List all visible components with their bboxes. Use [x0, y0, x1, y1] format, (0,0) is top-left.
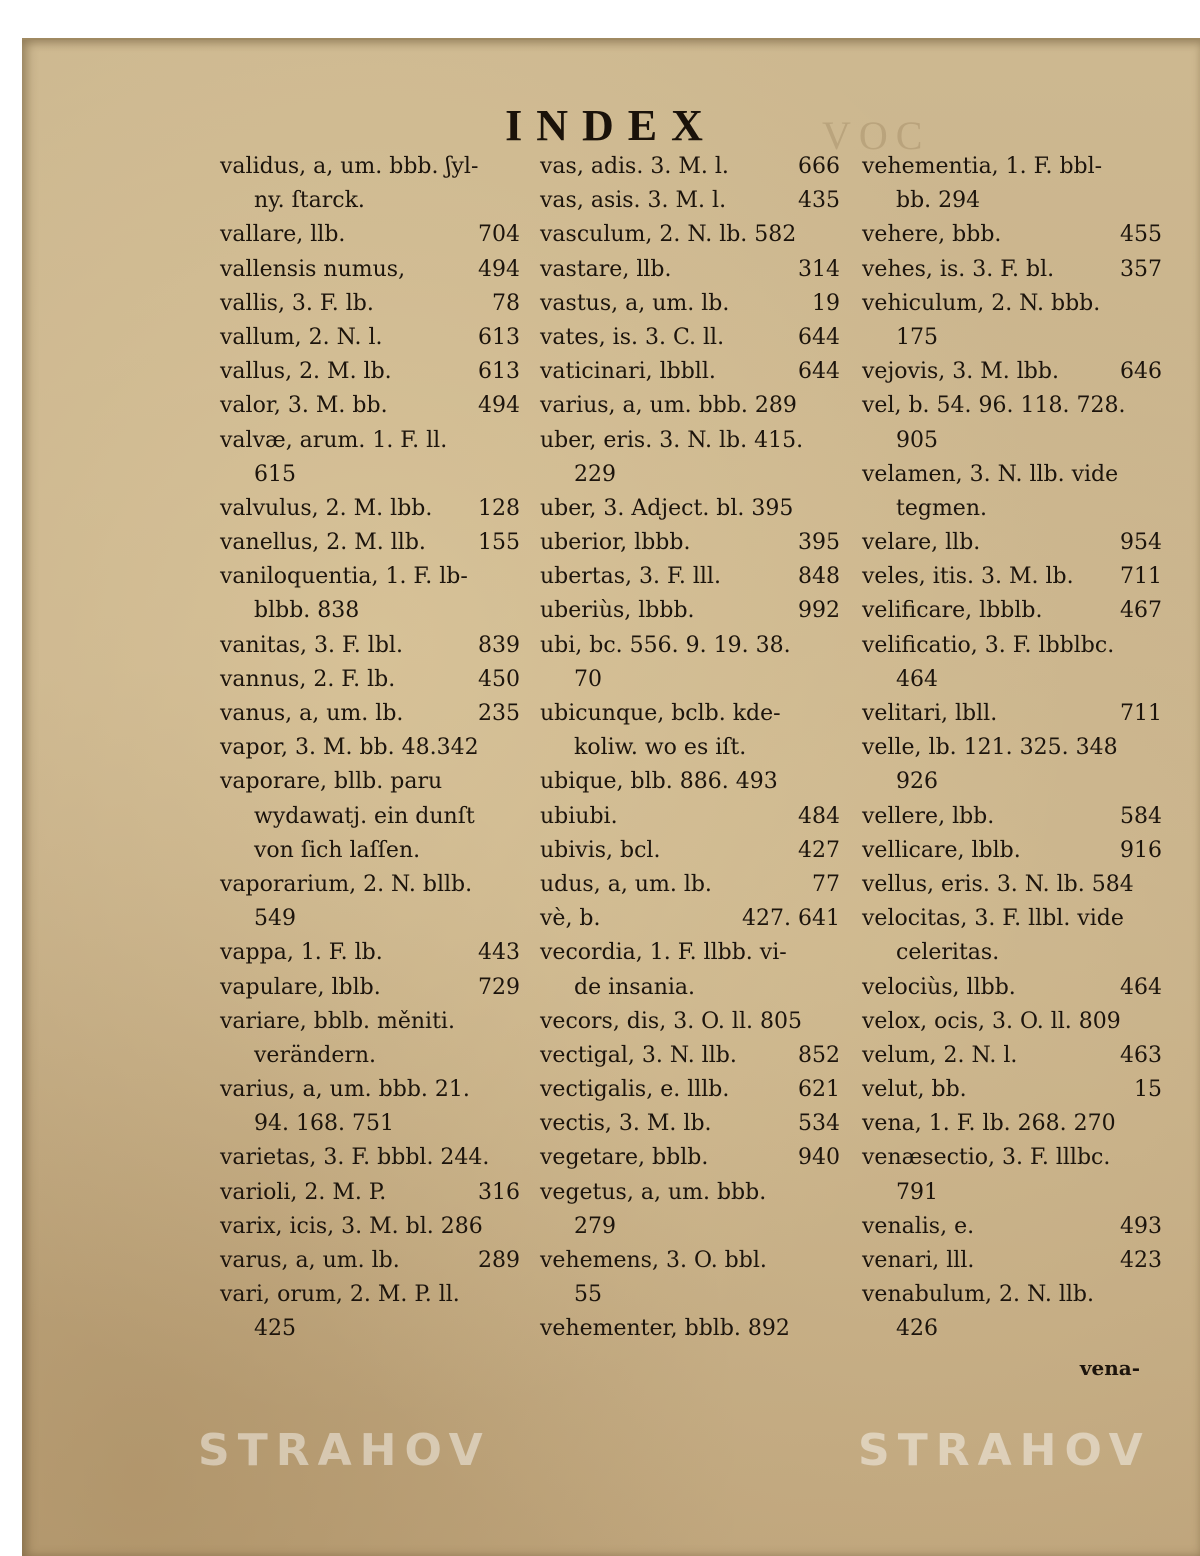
- index-entry-line: [540, 560, 840, 594]
- entry-term: vallus, 2. M. lb.: [220, 359, 392, 385]
- entry-term: bb. 294: [896, 188, 981, 214]
- entry-term: valvulus, 2. M. lbb.: [220, 495, 433, 521]
- entry-term: ubicunque, bclb. kde-: [540, 701, 781, 726]
- entry-page-reference: 423: [1120, 1248, 1162, 1273]
- index-entry-line: [220, 902, 520, 936]
- index-entry-line: [862, 936, 1162, 970]
- entry-term: varius, a, um. bbb. 289: [540, 393, 797, 419]
- index-entry-line: [220, 321, 520, 355]
- entry-page-reference: 19: [812, 290, 840, 316]
- entry-term: velare, llb.: [862, 530, 981, 556]
- entry-page-reference: 435: [798, 188, 840, 214]
- entry-term: valor, 3. M. bb.: [220, 393, 388, 419]
- index-entry-line: [540, 1244, 840, 1278]
- entry-term: ubiubi.: [540, 803, 618, 829]
- entry-term: vecors, dis, 3. O. ll. 805: [540, 1008, 802, 1034]
- index-entry-line: [540, 184, 840, 218]
- entry-term: 229: [574, 461, 616, 487]
- entry-term: vegetus, a, um. bbb.: [540, 1179, 767, 1205]
- entry-page-reference: 916: [1120, 837, 1162, 863]
- entry-page-reference: 450: [478, 666, 520, 692]
- entry-term: vejovis, 3. M. lbb.: [862, 359, 1059, 385]
- index-entry-line: [862, 1278, 1162, 1312]
- index-entry-line: [540, 1039, 840, 1073]
- entry-term: 279: [574, 1213, 616, 1239]
- index-entry-line: [540, 1176, 840, 1210]
- entry-term: vaporare, bllb. paru: [220, 769, 443, 795]
- entry-term: velociùs, llbb.: [862, 974, 1016, 1000]
- entry-term: vapulare, lblb.: [220, 974, 381, 1000]
- entry-page-reference: 613: [478, 359, 520, 385]
- index-entry-line: [862, 526, 1162, 560]
- entry-page-reference: 15: [1134, 1077, 1162, 1103]
- entry-term: 94. 168. 751: [254, 1111, 394, 1137]
- index-entry-line: [540, 218, 840, 252]
- index-entry-line: [862, 492, 1162, 526]
- entry-term: varioli, 2. M. P.: [220, 1179, 387, 1205]
- entry-term: venabulum, 2. N. llb.: [862, 1282, 1094, 1308]
- entry-page-reference: 644: [798, 324, 840, 350]
- entry-term: vallis, 3. F. lb.: [220, 290, 374, 316]
- entry-page-reference: 848: [798, 564, 840, 590]
- index-entry-line: [862, 424, 1162, 458]
- index-entry-line: [540, 526, 840, 560]
- entry-term: vanitas, 3. F. lbl.: [220, 632, 403, 658]
- entry-term: uber, 3. Adject. bl. 395: [540, 495, 794, 521]
- entry-term: vehementer, bblb. 892: [540, 1316, 790, 1342]
- entry-term: vapor, 3. M. bb. 48.342: [220, 735, 479, 761]
- entry-term: ubivis, bcl.: [540, 837, 661, 863]
- index-entry-line: [220, 492, 520, 526]
- entry-page-reference: 464: [1120, 974, 1162, 1000]
- index-entry-line: [220, 355, 520, 389]
- index-entry-line: [220, 1176, 520, 1210]
- entry-term: variare, bblb. měniti.: [220, 1008, 455, 1034]
- entry-term: ubertas, 3. F. lll.: [540, 564, 721, 590]
- index-entry-line: [862, 321, 1162, 355]
- entry-term: koliw. wo es iſt.: [574, 735, 747, 761]
- page-heading: INDEX: [505, 101, 717, 150]
- index-entry-line: [220, 1244, 520, 1278]
- entry-term: vaticinari, lbbll.: [540, 359, 716, 385]
- show-through-heading: VOC: [822, 113, 931, 158]
- index-entry-line: [220, 1141, 520, 1175]
- entry-term: vas, adis. 3. M. l.: [540, 154, 729, 179]
- entry-page-reference: 940: [798, 1145, 840, 1171]
- entry-term: 791: [896, 1179, 938, 1205]
- entry-term: vaporarium, 2. N. bllb.: [220, 871, 473, 897]
- index-entry-line: [220, 287, 520, 321]
- entry-term: velox, ocis, 3. O. ll. 809: [862, 1008, 1121, 1034]
- entry-page-reference: 992: [798, 598, 840, 624]
- library-stamp: STRAHOV: [198, 1425, 491, 1476]
- entry-term: vena, 1. F. lb. 268. 270: [862, 1111, 1116, 1137]
- entry-term: venalis, e.: [862, 1213, 975, 1239]
- entry-term: vehes, is. 3. F. bl.: [862, 256, 1055, 282]
- entry-term: tegmen.: [896, 495, 987, 521]
- index-entry-line: [220, 1107, 520, 1141]
- entry-term: 426: [896, 1316, 938, 1342]
- index-entry-line: [540, 868, 840, 902]
- entry-page-reference: 357: [1120, 256, 1162, 282]
- entry-page-reference: 729: [478, 974, 520, 1000]
- index-entry-line: [862, 594, 1162, 628]
- entry-term: velificare, lbblb.: [862, 598, 1043, 624]
- index-entry-line: [862, 902, 1162, 936]
- index-entry-line: [220, 629, 520, 663]
- entry-term: varus, a, um. lb.: [220, 1248, 400, 1273]
- index-entry-line: [862, 731, 1162, 765]
- index-entry-line: [862, 663, 1162, 697]
- entry-term: ny. ſtarck.: [254, 188, 365, 214]
- entry-page-reference: 395: [798, 530, 840, 556]
- index-entry-line: [862, 560, 1162, 594]
- entry-term: vates, is. 3. C. ll.: [540, 324, 725, 350]
- index-entry-line: [862, 287, 1162, 321]
- entry-term: velum, 2. N. l.: [862, 1042, 1018, 1068]
- index-entry-line: [220, 765, 520, 799]
- index-entry-line: [540, 492, 840, 526]
- entry-term: vallare, llb.: [220, 222, 346, 248]
- entry-term: von ſich laſſen.: [254, 837, 421, 863]
- entry-term: venari, lll.: [862, 1248, 975, 1273]
- index-entry-line: [540, 1005, 840, 1039]
- index-entry-line: [540, 834, 840, 868]
- entry-page-reference: 463: [1120, 1042, 1162, 1068]
- entry-page-reference: 128: [478, 495, 520, 521]
- entry-term: uberior, lbbb.: [540, 530, 691, 556]
- entry-page-reference: 493: [1120, 1213, 1162, 1239]
- entry-term: validus, a, um. bbb. ʃyl-: [220, 154, 479, 179]
- index-column-3: [862, 150, 1162, 1347]
- index-entry-line: [862, 834, 1162, 868]
- index-entry-line: [220, 150, 520, 184]
- index-entry-line: [220, 697, 520, 731]
- entry-term: varius, a, um. bbb. 21.: [220, 1077, 470, 1103]
- index-entry-line: [540, 902, 840, 936]
- entry-term: vè, b.: [540, 906, 601, 932]
- index-entry-line: [220, 389, 520, 423]
- index-entry-line: [862, 971, 1162, 1005]
- index-entry-line: [220, 1278, 520, 1312]
- index-entry-line: [540, 253, 840, 287]
- index-entry-line: [540, 1141, 840, 1175]
- entry-term: vari, orum, 2. M. P. ll.: [220, 1282, 460, 1308]
- entry-term: vaniloquentia, 1. F. lb-: [220, 564, 468, 590]
- index-entry-line: [540, 287, 840, 321]
- entry-term: vappa, 1. F. lb.: [220, 940, 383, 966]
- entry-page-reference: 289: [478, 1248, 520, 1273]
- index-entry-line: [220, 424, 520, 458]
- entry-term: vecordia, 1. F. llbb. vi-: [540, 940, 787, 966]
- entry-page-reference: 584: [1120, 803, 1162, 829]
- entry-term: 70: [574, 666, 602, 692]
- entry-term: wydawatj. ein dunſt: [254, 803, 475, 829]
- index-entry-line: [862, 765, 1162, 799]
- entry-term: velamen, 3. N. llb. vide: [862, 461, 1119, 487]
- entry-page-reference: 666: [798, 154, 840, 179]
- entry-term: vegetare, bblb.: [540, 1145, 709, 1171]
- index-entry-line: [862, 1312, 1162, 1346]
- entry-term: 464: [896, 666, 938, 692]
- entry-page-reference: 494: [478, 256, 520, 282]
- index-entry-line: [540, 663, 840, 697]
- index-entry-line: [862, 1141, 1162, 1175]
- entry-page-reference: 711: [1120, 564, 1162, 590]
- entry-term: vellicare, lblb.: [862, 837, 1021, 863]
- entry-term: vastare, llb.: [540, 256, 672, 282]
- entry-term: velitari, lbll.: [862, 701, 998, 726]
- index-entry-line: [540, 731, 840, 765]
- index-entry-line: [220, 971, 520, 1005]
- index-entry-line: [540, 765, 840, 799]
- index-entry-line: [540, 321, 840, 355]
- entry-page-reference: 852: [798, 1042, 840, 1068]
- index-entry-line: [862, 1244, 1162, 1278]
- index-entry-line: [220, 458, 520, 492]
- index-entry-line: [220, 218, 520, 252]
- entry-page-reference: 534: [798, 1111, 840, 1137]
- entry-term: verändern.: [254, 1042, 377, 1068]
- entry-page-reference: 314: [798, 256, 840, 282]
- index-entry-line: [540, 389, 840, 423]
- entry-term: blbb. 838: [254, 598, 360, 624]
- entry-term: varietas, 3. F. bbbl. 244.: [220, 1145, 490, 1171]
- index-entry-line: [862, 1176, 1162, 1210]
- index-entry-line: [862, 1005, 1162, 1039]
- entry-term: ubique, blb. 886. 493: [540, 769, 778, 795]
- entry-term: vehementia, 1. F. bbl-: [862, 154, 1103, 179]
- index-entry-line: [220, 800, 520, 834]
- catchword: vena-: [1079, 1356, 1140, 1380]
- entry-term: velificatio, 3. F. lbblbc.: [862, 632, 1115, 658]
- entry-term: vehiculum, 2. N. bbb.: [862, 290, 1101, 316]
- index-entry-line: [220, 560, 520, 594]
- entry-term: 425: [254, 1316, 296, 1342]
- entry-term: uberiùs, lbbb.: [540, 598, 695, 624]
- entry-term: velut, bb.: [862, 1077, 967, 1103]
- entry-term: 55: [574, 1282, 602, 1308]
- entry-term: 615: [254, 461, 296, 487]
- entry-term: veles, itis. 3. M. lb.: [862, 564, 1074, 590]
- entry-page-reference: 77: [812, 871, 840, 897]
- entry-term: vas, asis. 3. M. l.: [540, 188, 727, 214]
- index-column-2: [540, 150, 840, 1347]
- entry-page-reference: 155: [478, 530, 520, 556]
- entry-term: vectis, 3. M. lb.: [540, 1111, 712, 1137]
- index-entry-line: [540, 458, 840, 492]
- entry-term: valvæ, arum. 1. F. ll.: [220, 427, 448, 453]
- entry-term: vannus, 2. F. lb.: [220, 666, 396, 692]
- index-entry-line: [220, 594, 520, 628]
- index-entry-line: [220, 526, 520, 560]
- entry-term: vallensis numus,: [220, 256, 406, 282]
- index-entry-line: [220, 1005, 520, 1039]
- entry-page-reference: 954: [1120, 530, 1162, 556]
- entry-page-reference: 646: [1120, 359, 1162, 385]
- index-entry-line: [862, 389, 1162, 423]
- entry-term: de insania.: [574, 974, 696, 1000]
- index-entry-line: [862, 1107, 1162, 1141]
- index-entry-line: [220, 1039, 520, 1073]
- entry-page-reference: 494: [478, 393, 520, 419]
- entry-page-reference: 704: [478, 222, 520, 248]
- index-entry-line: [220, 868, 520, 902]
- entry-term: uber, eris. 3. N. lb. 415.: [540, 427, 804, 453]
- entry-term: vehemens, 3. O. bbl.: [540, 1248, 767, 1273]
- entry-page-reference: 455: [1120, 222, 1162, 248]
- entry-page-reference: 613: [478, 324, 520, 350]
- entry-term: vectigalis, e. lllb.: [540, 1077, 730, 1103]
- entry-page-reference: 78: [492, 290, 520, 316]
- index-entry-line: [540, 629, 840, 663]
- entry-term: vehere, bbb.: [862, 222, 1002, 248]
- entry-term: 926: [896, 769, 938, 795]
- entry-term: vanus, a, um. lb.: [220, 701, 404, 726]
- index-entry-line: [220, 731, 520, 765]
- entry-page-reference: 484: [798, 803, 840, 829]
- entry-term: 175: [896, 324, 938, 350]
- entry-term: vellus, eris. 3. N. lb. 584: [862, 871, 1134, 897]
- index-entry-line: [862, 629, 1162, 663]
- index-entry-line: [540, 697, 840, 731]
- entry-page-reference: 839: [478, 632, 520, 658]
- index-entry-line: [862, 458, 1162, 492]
- index-entry-line: [862, 868, 1162, 902]
- index-entry-line: [540, 936, 840, 970]
- entry-term: ubi, bc. 556. 9. 19. 38.: [540, 632, 791, 658]
- entry-term: 549: [254, 906, 296, 932]
- entry-page-reference: 427. 641: [742, 906, 840, 932]
- index-entry-line: [862, 1039, 1162, 1073]
- entry-term: vectigal, 3. N. llb.: [540, 1042, 737, 1068]
- index-entry-line: [540, 971, 840, 1005]
- entry-page-reference: 621: [798, 1077, 840, 1103]
- index-entry-line: [220, 1073, 520, 1107]
- entry-term: velle, lb. 121. 325. 348: [862, 735, 1118, 761]
- index-entry-line: [540, 1107, 840, 1141]
- index-entry-line: [862, 1210, 1162, 1244]
- index-entry-line: [540, 424, 840, 458]
- index-entry-line: [540, 594, 840, 628]
- entry-term: 905: [896, 427, 938, 453]
- index-entry-line: [540, 150, 840, 184]
- entry-term: vel, b. 54. 96. 118. 728.: [862, 393, 1126, 419]
- entry-page-reference: 235: [478, 701, 520, 726]
- index-entry-line: [540, 1210, 840, 1244]
- entry-page-reference: 316: [478, 1179, 520, 1205]
- index-entry-line: [220, 1312, 520, 1346]
- index-entry-line: [862, 253, 1162, 287]
- index-entry-line: [220, 936, 520, 970]
- index-entry-line: [540, 355, 840, 389]
- entry-page-reference: 467: [1120, 598, 1162, 624]
- entry-term: vallum, 2. N. l.: [220, 324, 383, 350]
- index-entry-line: [220, 1210, 520, 1244]
- index-entry-line: [862, 1073, 1162, 1107]
- book-page: [22, 38, 1200, 1556]
- entry-term: velocitas, 3. F. llbl. vide: [862, 906, 1124, 932]
- entry-term: varix, icis, 3. M. bl. 286: [220, 1213, 483, 1239]
- index-entry-line: [220, 253, 520, 287]
- entry-term: celeritas.: [896, 940, 1000, 966]
- index-entry-line: [540, 1278, 840, 1312]
- index-entry-line: [862, 218, 1162, 252]
- index-column-1: [220, 150, 520, 1347]
- index-entry-line: [540, 800, 840, 834]
- entry-page-reference: 427: [798, 837, 840, 863]
- index-entry-line: [220, 184, 520, 218]
- entry-page-reference: 644: [798, 359, 840, 385]
- entry-term: vastus, a, um. lb.: [540, 290, 730, 316]
- index-entry-line: [862, 800, 1162, 834]
- index-entry-line: [862, 184, 1162, 218]
- entry-term: venæsectio, 3. F. lllbc.: [862, 1145, 1111, 1171]
- entry-term: udus, a, um. lb.: [540, 871, 712, 897]
- entry-term: vanellus, 2. M. llb.: [220, 530, 426, 556]
- library-stamp: STRAHOV: [858, 1425, 1151, 1476]
- entry-page-reference: 711: [1120, 701, 1162, 726]
- index-entry-line: [862, 355, 1162, 389]
- entry-page-reference: 443: [478, 940, 520, 966]
- index-entry-line: [862, 150, 1162, 184]
- index-entry-line: [540, 1312, 840, 1346]
- entry-term: vellere, lbb.: [862, 803, 995, 829]
- index-entry-line: [220, 834, 520, 868]
- index-entry-line: [540, 1073, 840, 1107]
- index-entry-line: [220, 663, 520, 697]
- entry-term: vasculum, 2. N. lb. 582: [540, 222, 797, 248]
- index-entry-line: [862, 697, 1162, 731]
